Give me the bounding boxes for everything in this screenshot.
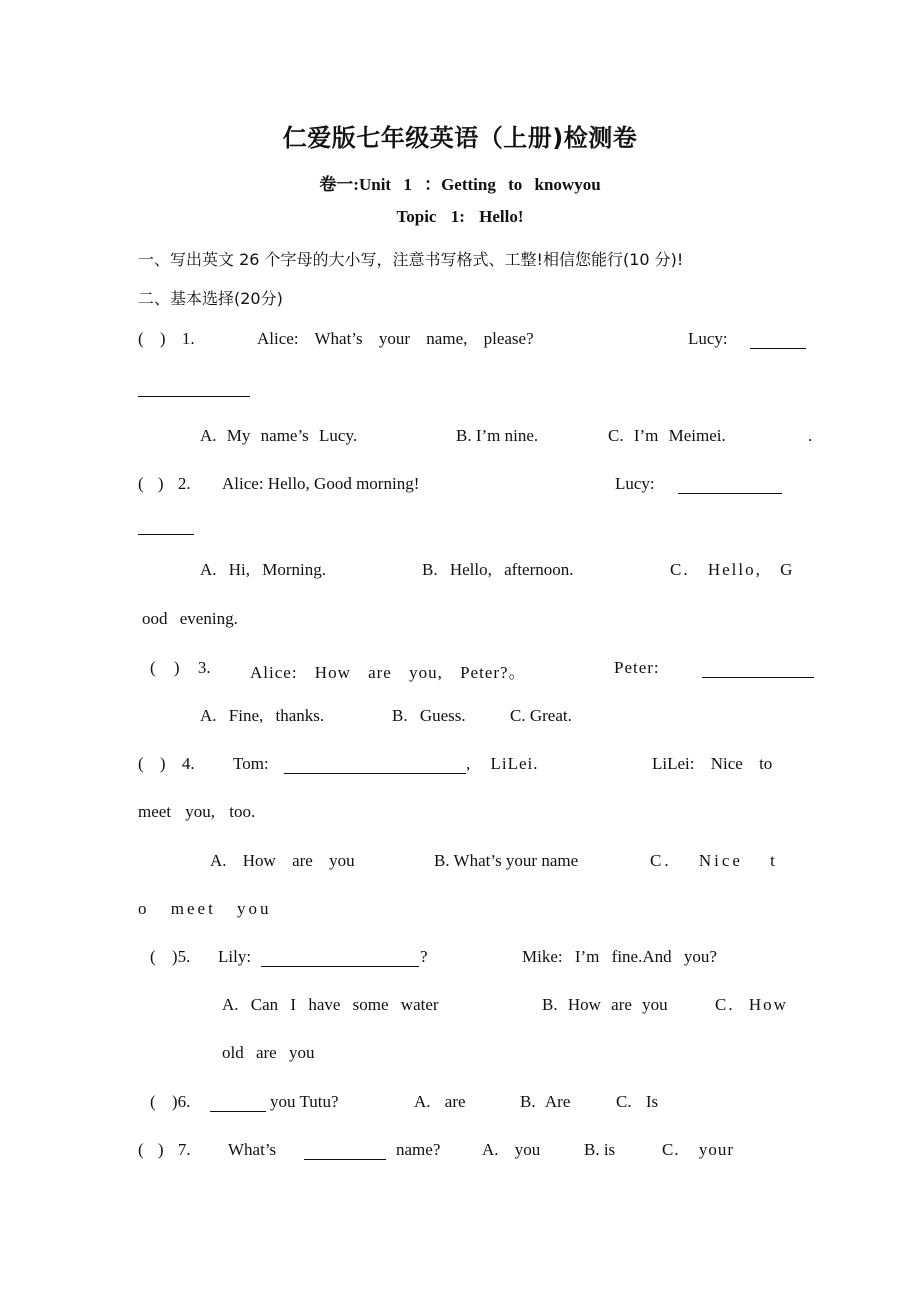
- q1-option-c: C. I’m Meimei.: [608, 426, 726, 445]
- q5-reply: Mike: I’m fine.And you?: [522, 947, 717, 966]
- q3-option-a: A. Fine, thanks.: [200, 706, 325, 725]
- q3-reply: Peter:: [614, 658, 660, 677]
- q6-option-b: B. Are: [520, 1092, 571, 1111]
- q3-stem: Alice: How are you, Peter?。: [250, 663, 527, 682]
- q6-option-a: A. are: [414, 1092, 466, 1111]
- q1-answer-blank[interactable]: [750, 334, 806, 349]
- q1-stem-prefix: ( ) 1.: [138, 329, 195, 348]
- q1-trailing-mark: .: [808, 426, 813, 445]
- q2-stem: Alice: Hello, Good morning!: [222, 474, 420, 493]
- q4-answer-blank[interactable]: [284, 759, 466, 774]
- section-2-heading: 二、基本选择(20分): [138, 289, 283, 308]
- q3-answer-blank[interactable]: [702, 663, 814, 678]
- q4-reply-cont: meet you, too.: [138, 802, 256, 821]
- q6-stem-prefix: ( )6.: [150, 1092, 191, 1111]
- topic-heading: Topic 1: Hello!: [396, 207, 524, 226]
- q4-option-c: C. Nice t: [650, 851, 778, 870]
- q1-reply: Lucy:: [688, 329, 728, 348]
- q7-answer-blank[interactable]: [304, 1145, 386, 1160]
- q3-option-c: C. Great.: [510, 706, 572, 725]
- q4-option-a: A. How are you: [210, 851, 355, 870]
- q2-option-c-cont: ood evening.: [142, 609, 238, 628]
- q4-stem: Tom:: [233, 754, 269, 773]
- q2-option-b: B. Hello, afternoon.: [422, 560, 574, 579]
- q1-stem: Alice: What’s your name, please?: [257, 329, 534, 348]
- q5-option-c-cont: old are you: [222, 1043, 315, 1062]
- unit-heading: 卷一:Unit 1 ：Getting to knowyou: [319, 175, 601, 194]
- q5-option-c: C. How: [715, 995, 788, 1014]
- q3-stem-prefix: ( ) 3.: [150, 658, 211, 677]
- q2-reply: Lucy:: [615, 474, 655, 493]
- section-1-instruction: 一、写出英文 26 个字母的大小写，注意书写格式、工整!相信您能行(10 分)!: [138, 250, 684, 269]
- q2-option-a: A. Hi, Morning.: [200, 560, 327, 579]
- q7-option-c: C. your: [662, 1140, 734, 1159]
- q2-answer-blank-cont[interactable]: [138, 520, 194, 535]
- q5-stem-prefix: ( )5.: [150, 947, 191, 966]
- q1-option-a: A. My name’s Lucy.: [200, 426, 358, 445]
- q1-option-b: B. I’m nine.: [456, 426, 539, 445]
- q7-option-b: B. is: [584, 1140, 616, 1159]
- q7-stem-prefix: ( ) 7.: [138, 1140, 191, 1159]
- q4-option-b: B. What’s your name: [434, 851, 579, 870]
- q2-answer-blank[interactable]: [678, 479, 782, 494]
- q6-answer-blank[interactable]: [210, 1097, 266, 1112]
- q6-option-c: C. Is: [616, 1092, 659, 1111]
- q7-option-a: A. you: [482, 1140, 541, 1159]
- page-title: 仁爱版七年级英语（上册)检测卷: [282, 124, 638, 152]
- q5-option-a: A. Can I have some water: [222, 995, 439, 1014]
- q4-reply: LiLei: Nice to: [652, 754, 773, 773]
- q5-stem: Lily:: [218, 947, 252, 966]
- q4-stem-prefix: ( ) 4.: [138, 754, 195, 773]
- q5-stem-end: ?: [420, 947, 428, 966]
- q7-stem-end: name?: [396, 1140, 441, 1159]
- q6-stem-end: you Tutu?: [270, 1092, 339, 1111]
- q2-stem-prefix: ( ) 2.: [138, 474, 191, 493]
- q7-stem: What’s: [228, 1140, 277, 1159]
- q5-option-b: B. How are you: [542, 995, 668, 1014]
- q4-option-c-cont: o meet you: [138, 899, 272, 918]
- q2-option-c: C. Hello, G: [670, 560, 795, 579]
- q5-answer-blank[interactable]: [261, 952, 419, 967]
- q3-option-b: B. Guess.: [392, 706, 466, 725]
- q1-answer-blank-cont[interactable]: [138, 382, 250, 397]
- q4-stem-end: , LiLei.: [466, 754, 539, 773]
